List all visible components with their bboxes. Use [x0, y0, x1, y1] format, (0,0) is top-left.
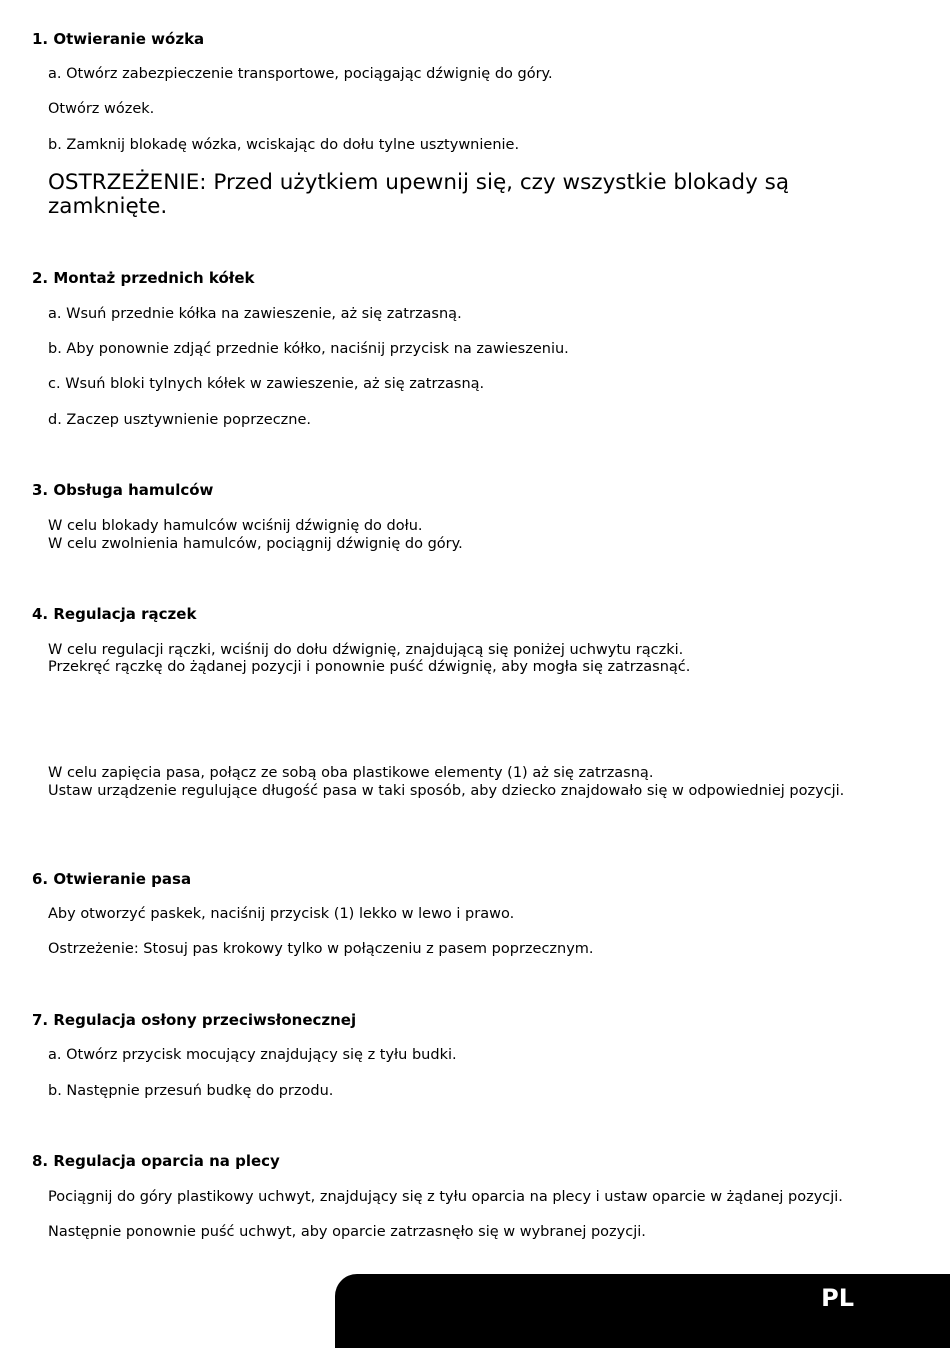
instruction-line: Następnie ponownie puść uchwyt, aby oparcie zatrzasnęło się w wybranej pozycji.	[48, 1224, 646, 1240]
section-heading-obsluga-hamulcow: 3. Obsługa hamulców	[32, 481, 214, 499]
instruction-line: a. Otwórz zabezpieczenie transportowe, pociągając dźwignię do góry.	[48, 66, 553, 82]
instruction-line: b. Aby ponownie zdjąć przednie kółko, naciśnij przycisk na zawieszeniu.	[48, 341, 569, 357]
section-heading-regulacja-oparcia: 8. Regulacja oparcia na plecy	[32, 1152, 280, 1170]
instruction-line: Otwórz wózek.	[48, 101, 155, 117]
section-heading-otwieranie-wozka: 1. Otwieranie wózka	[32, 30, 205, 48]
section-heading-regulacja-oslony: 7. Regulacja osłony przeciwsłonecznej	[32, 1011, 357, 1029]
language-label: PL	[821, 1284, 854, 1312]
instruction-line: W celu zwolnienia hamulców, pociągnij dźwignię do góry.	[48, 536, 463, 552]
instruction-line: Ustaw urządzenie regulujące długość pasa w taki sposób, aby dziecko znajdowało się w odpowiedniej pozycji.	[48, 783, 845, 799]
instruction-line: W celu regulacji rączki, wciśnij do dołu dźwignię, znajdującą się poniżej uchwytu rączki.	[48, 642, 684, 658]
warning-text: OSTRZEŻENIE: Przed użytkiem upewnij się, czy wszystkie blokady są zamknięte.	[48, 170, 790, 219]
footer-language-bar	[335, 1274, 950, 1348]
section-heading-montaz-kolek: 2. Montaż przednich kółek	[32, 269, 255, 287]
instruction-line: W celu blokady hamulców wciśnij dźwignię do dołu.	[48, 518, 423, 534]
instruction-line: a. Wsuń przednie kółka na zawieszenie, aż się zatrzasną.	[48, 306, 462, 322]
instruction-line: b. Następnie przesuń budkę do przodu.	[48, 1083, 334, 1099]
instruction-line: W celu zapięcia pasa, połącz ze sobą oba plastikowe elementy (1) aż się zatrzasną.	[48, 765, 654, 781]
instruction-line: b. Zamknij blokadę wózka, wciskając do dołu tylne usztywnienie.	[48, 137, 520, 153]
section-heading-otwieranie-pasa: 6. Otwieranie pasa	[32, 870, 192, 888]
instruction-line: Pociągnij do góry plastikowy uchwyt, znajdujący się z tyłu oparcia na plecy i ustaw oparcie w żądanej pozycji.	[48, 1189, 843, 1205]
instruction-line: Aby otworzyć paskek, naciśnij przycisk (1) lekko w lewo i prawo.	[48, 906, 515, 922]
instruction-line: d. Zaczep usztywnienie poprzeczne.	[48, 412, 312, 428]
instruction-line: Przekręć rączkę do żądanej pozycji i ponownie puść dźwignię, aby mogła się zatrzasnąć.	[48, 659, 691, 675]
instruction-line: a. Otwórz przycisk mocujący znajdujący się z tyłu budki.	[48, 1047, 457, 1063]
instruction-line: c. Wsuń bloki tylnych kółek w zawieszenie, aż się zatrzasną.	[48, 376, 485, 392]
instruction-line: Ostrzeżenie: Stosuj pas krokowy tylko w połączeniu z pasem poprzecznym.	[48, 941, 594, 957]
section-heading-regulacja-raczek: 4. Regulacja rączek	[32, 605, 197, 623]
